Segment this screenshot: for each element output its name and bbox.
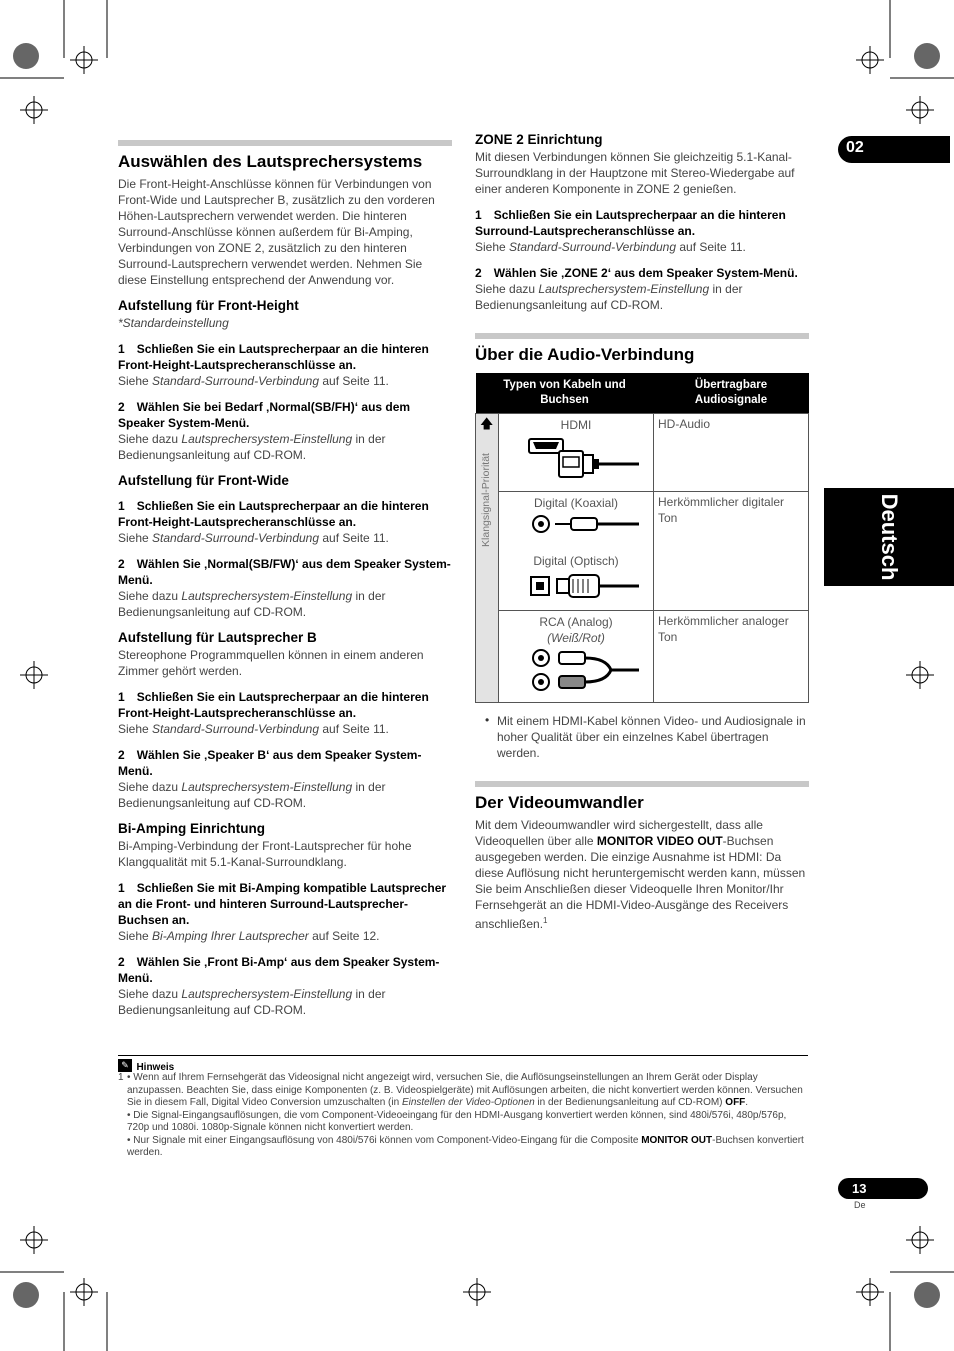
optical-connector-icon <box>511 569 641 603</box>
front-wide-step-1: 1 Schließen Sie ein Lautsprecherpaar an die hinteren Front-Height-Lautsprecheranschlüsse an. <box>118 499 429 529</box>
front-height-step-2-ref: Siehe dazu Lautsprechersystem-Einstellung in der Bedienungsanleitung auf CD-ROM. <box>118 432 386 462</box>
hdmi-connector-icon <box>511 433 641 479</box>
speaker-b-step-1: 1 Schließen Sie ein Lautsprecherpaar an die hinteren Front-Height-Lautsprecheranschlüsse an. <box>118 690 429 720</box>
language-tab-label: Deutsch <box>877 493 902 581</box>
header-signals: Übertragbare Audiosignale <box>654 373 809 414</box>
language-tab <box>824 488 954 586</box>
bi-amping-intro: Bi-Amping-Verbindung der Front-Lautsprecher für hohe Klangqualität mit 5.1-Kanal-Surroundklang. <box>118 839 412 869</box>
section-rule <box>475 781 809 787</box>
left-column <box>118 140 452 1018</box>
zone2-step-2: 2 Wählen Sie ‚ZONE 2‘ aus dem Speaker System-Menü. <box>475 266 798 280</box>
front-height-step-2: 2 Wählen Sie bei Bedarf ‚Normal(SB/FH)‘ aus dem Speaker System-Menü. <box>118 400 411 430</box>
zone2-step-1-ref: Siehe Standard-Surround-Verbindung auf Seite 11. <box>475 240 746 254</box>
hdmi-cell: HDMI <box>499 414 654 492</box>
table-row <box>476 611 809 703</box>
zone2-step-1: 1 Schließen Sie ein Lautsprecherpaar an die hinteren Surround-Lautsprecheranschlüsse an. <box>475 208 786 238</box>
speaker-system-heading: Auswählen des Lautsprechersystems <box>118 152 423 171</box>
front-height-step-1-ref: Siehe Standard-Surround-Verbindung auf Seite 11. <box>118 374 389 388</box>
priority-column <box>476 414 499 703</box>
zone2-step-2-ref: Siehe dazu Lautsprechersystem-Einstellung in der Bedienungsanleitung auf CD-ROM. <box>475 282 743 312</box>
footnotes <box>118 1072 808 1160</box>
footnote-rule <box>118 1055 808 1056</box>
video-converter-text: Mit dem Videoumwandler wird sichergestellt, dass alle Videoquellen über alle MONITOR VIDEO OUT-Buchsen ausgegeben werden. Die einzige Ausnahme ist HDMI: Da diese Auflösung nicht heruntergemischt werden kann, müssen Sie beim Anschließen dieser Videoquelle Ihren Monitor/Ihr Fernsehgerät an die HDMI-Video-Ausgänge des Receivers anschließen.$^1$ <box>475 818 806 931</box>
zone2-intro: Mit diesen Verbindungen können Sie gleichzeitig 5.1-Kanal-Surroundklang in der Hauptzone mit Stereo-Wiedergabe auf einer anderen Komponente in ZONE 2 genießen. <box>475 150 795 196</box>
front-wide-heading: Aufstellung für Front-Wide <box>118 473 289 488</box>
footnote-3: • Nur Signale mit einer Eingangsauflösung von 480i/576i können vom Component-Video-Eingang für die Composite MONITOR OUT-Buchsen konvertiert werden. <box>127 1134 804 1158</box>
section-rule <box>475 333 809 339</box>
speaker-b-step-2: 2 Wählen Sie ‚Speaker B‘ aus dem Speaker System-Menü. <box>118 748 422 778</box>
page-language: De <box>854 1200 866 1210</box>
bi-amping-step-1: 1 Schließen Sie mit Bi-Amping kompatible Lautsprecher an die Front- und hinteren Surround-Lautsprecher-Buchsen an. <box>118 881 447 927</box>
audio-connection-heading: Über die Audio-Verbindung <box>475 345 695 364</box>
header-types: Typen von Kabeln und Buchsen <box>476 373 654 414</box>
front-wide-step-1-ref: Siehe Standard-Surround-Verbindung auf Seite 11. <box>118 531 389 545</box>
section-rule <box>118 140 452 146</box>
front-height-step-1: 1 Schließen Sie ein Lautsprecherpaar an die hinteren Front-Height-Lautsprecheranschlüsse an. <box>118 342 429 372</box>
speaker-system-intro: Die Front-Height-Anschlüsse können für Verbindungen von Front-Wide und Lautsprecher B, zusätzlich zu den vorderen Höhen-Lautsprechern verwendet werden. Die hinteren Surround-Anschlüsse können außerdem für Bi-Amping, Verbindungen von ZONE 2, zusätzlich zu den hinteren Surround-Lautsprechern verwendet werden. Nehmen Sie diese Einstellung entsprechend der Anwendung vor. <box>118 177 435 287</box>
digital-cell: Digital (Koaxial) Digital (Optisch) <box>499 492 654 611</box>
page-number: 13 <box>838 1178 928 1199</box>
speaker-b-step-2-ref: Siehe dazu Lautsprechersystem-Einstellung in der Bedienungsanleitung auf CD-ROM. <box>118 780 386 810</box>
hdmi-signal: HD-Audio <box>654 414 809 492</box>
bi-amping-step-2: 2 Wählen Sie ‚Front Bi-Amp‘ aus dem Speaker System-Menü. <box>118 955 440 985</box>
audio-bullet: • Mit einem HDMI-Kabel können Video- und Audiosignale in hoher Qualität über ein einzelnes Kabel übertragen werden. <box>485 713 806 760</box>
zone2-heading: ZONE 2 Einrichtung <box>475 132 603 147</box>
rca-connector-icon <box>511 646 641 694</box>
default-note: *Standardeinstellung <box>118 316 229 330</box>
coaxial-connector-icon <box>511 511 641 537</box>
audio-connection-table <box>475 373 809 703</box>
priority-label: Klangsignal-Priorität <box>480 453 492 547</box>
chapter-tab: 02 <box>838 136 950 163</box>
priority-arrow-icon: 🡅 <box>480 416 494 431</box>
front-wide-step-2: 2 Wählen Sie ‚Normal(SB/FW)‘ aus dem Speaker System-Menü. <box>118 557 451 587</box>
speaker-b-heading: Aufstellung für Lautsprecher B <box>118 630 317 645</box>
speaker-b-intro: Stereophone Programmquellen können in einem anderen Zimmer gehört werden. <box>118 648 424 678</box>
bi-amping-step-1-ref: Siehe Bi-Amping Ihrer Lautsprecher auf Seite 12. <box>118 929 380 943</box>
front-wide-step-2-ref: Siehe dazu Lautsprechersystem-Einstellung in der Bedienungsanleitung auf CD-ROM. <box>118 589 386 619</box>
right-column <box>475 132 809 932</box>
video-converter-heading: Der Videoumwandler <box>475 793 644 812</box>
front-height-heading: Aufstellung für Front-Height <box>118 298 299 313</box>
speaker-b-step-1-ref: Siehe Standard-Surround-Verbindung auf Seite 11. <box>118 722 389 736</box>
table-row <box>476 492 809 611</box>
bi-amping-step-2-ref: Siehe dazu Lautsprechersystem-Einstellung in der Bedienungsanleitung auf CD-ROM. <box>118 987 386 1017</box>
rca-signal: Herkömmlicher analoger Ton <box>654 611 809 703</box>
table-row <box>476 414 809 492</box>
bi-amping-heading: Bi-Amping Einrichtung <box>118 821 265 836</box>
footnote-2: • Die Signal-Eingangsauflösungen, die vom Component-Videoeingang für den HDMI-Ausgang konvertiert werden können, sind 480i/576i, 480p/576p, 720p und 1080i. 1080p-Signale können nicht konvertiert werden. <box>127 1109 787 1133</box>
note-icon: ✎ <box>118 1059 132 1072</box>
table-header-row <box>476 373 809 414</box>
digital-signal: Herkömmlicher digitaler Ton <box>654 492 809 611</box>
bullet-icon: • <box>485 713 490 727</box>
footnote-header: ✎ Hinweis <box>118 1057 174 1075</box>
rca-cell: RCA (Analog) (Weiß/Rot) <box>499 611 654 703</box>
footnote-1: 1 • Wenn auf Ihrem Fernsehgerät das Videosignal nicht angezeigt wird, versuchen Sie, die Auflösungseinstellungen an Ihrem Gerät oder Display anzupassen. Beachten Sie, dass einige Komponenten (z. B. Videospielgeräte) mit Auflösungen arbeiten, die nicht konvertiert werden können. Versuchen Sie in diesem Fall, Digital Video Conversion umzuschalten (in Einstellen der Video-Optionen in der Bedienungsanleitung auf CD-ROM) OFF. <box>118 1072 803 1108</box>
